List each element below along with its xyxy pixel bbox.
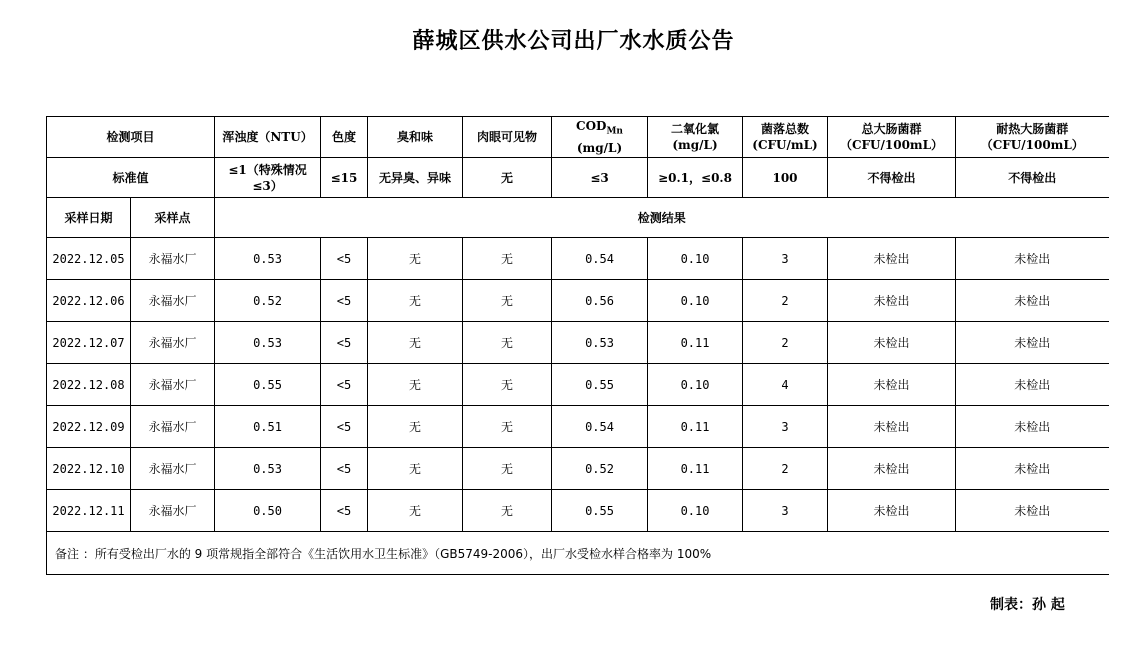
note-text: 备注 ：所有受检出厂水的 9 项常规指全部符合《生活饮用水卫生标准》（GB5749-2006），出厂水受检水样合格率为 100% <box>47 532 1109 575</box>
thermo-coliform-value: 未检出 <box>956 490 1109 532</box>
visible-matter-value: 无 <box>463 238 552 280</box>
cod-value: 0.52 <box>552 448 648 490</box>
color-value: <5 <box>321 364 368 406</box>
header-line: (CFU/mL) <box>752 138 818 152</box>
thermo-coliform-value: 未检出 <box>956 364 1109 406</box>
visible-matter-value: 无 <box>463 448 552 490</box>
chlorine-dioxide-value: 0.10 <box>648 238 743 280</box>
total-coliform-value: 未检出 <box>828 490 956 532</box>
sub-header-date: 采样日期 <box>47 198 131 238</box>
table-maker: 制表：孙 起 <box>990 597 1065 613</box>
header-thermo-coliform <box>956 117 1109 158</box>
header-odor: 臭和味 <box>368 117 463 158</box>
total-coliform-value: 未检出 <box>828 406 956 448</box>
table-row <box>47 280 1109 322</box>
total-coliform-value: 未检出 <box>828 280 956 322</box>
color-value: <5 <box>321 448 368 490</box>
odor-value: 无 <box>368 280 463 322</box>
standard-cod: ≤3 <box>552 158 648 198</box>
total-coliform-value: 未检出 <box>828 322 956 364</box>
sample-site: 永福水厂 <box>131 448 215 490</box>
sub-header-site: 采样点 <box>131 198 215 238</box>
sub-header-results: 检测结果 <box>215 198 1109 238</box>
colony-count-value: 3 <box>743 406 828 448</box>
chlorine-dioxide-value: 0.10 <box>648 280 743 322</box>
header-visible: 肉眼可见物 <box>463 117 552 158</box>
sample-site: 永福水厂 <box>131 280 215 322</box>
sample-date: 2022.12.07 <box>47 322 131 364</box>
colony-count-value: 2 <box>743 280 828 322</box>
header-line: 耐热大肠菌群 <box>996 122 1069 136</box>
colony-count-value: 2 <box>743 448 828 490</box>
sample-date: 2022.12.09 <box>47 406 131 448</box>
header-colony <box>743 117 828 158</box>
turbidity-value: 0.55 <box>215 364 321 406</box>
odor-value: 无 <box>368 322 463 364</box>
standard-colony: 100 <box>743 158 828 198</box>
note-row <box>47 532 1109 575</box>
sample-site: 永福水厂 <box>131 322 215 364</box>
sample-date: 2022.12.10 <box>47 448 131 490</box>
sample-site: 永福水厂 <box>131 490 215 532</box>
thermo-coliform-value: 未检出 <box>956 238 1109 280</box>
turbidity-value: 0.53 <box>215 448 321 490</box>
chlorine-dioxide-value: 0.11 <box>648 406 743 448</box>
standard-label: 标准值 <box>47 158 215 198</box>
header-coliform <box>828 117 956 158</box>
header-line: 菌落总数 <box>761 122 810 136</box>
cod-value: 0.56 <box>552 280 648 322</box>
total-coliform-value: 未检出 <box>828 448 956 490</box>
table-row <box>47 322 1109 364</box>
colony-count-value: 3 <box>743 238 828 280</box>
total-coliform-value: 未检出 <box>828 364 956 406</box>
standard-color: ≤15 <box>321 158 368 198</box>
page-title: 薛城区供水公司出厂水水质公告 <box>412 28 735 54</box>
table-row <box>47 364 1109 406</box>
header-line: 总大肠菌群 <box>861 122 922 136</box>
sample-site: 永福水厂 <box>131 238 215 280</box>
odor-value: 无 <box>368 406 463 448</box>
thermo-coliform-value: 未检出 <box>956 406 1109 448</box>
cod-value: 0.54 <box>552 406 648 448</box>
chlorine-dioxide-value: 0.10 <box>648 364 743 406</box>
turbidity-value: 0.52 <box>215 280 321 322</box>
turbidity-value: 0.50 <box>215 490 321 532</box>
standard-coliform: 不得检出 <box>828 158 956 198</box>
turbidity-value: 0.51 <box>215 406 321 448</box>
standard-row <box>47 158 1109 198</box>
header-turbidity: 浑浊度（NTU） <box>215 117 321 158</box>
standard-odor: 无异臭、异味 <box>368 158 463 198</box>
thermo-coliform-value: 未检出 <box>956 322 1109 364</box>
total-coliform-value: 未检出 <box>828 238 956 280</box>
cod-value: 0.54 <box>552 238 648 280</box>
colony-count-value: 3 <box>743 490 828 532</box>
header-clo2: 二氧化氯(mg/L) <box>648 117 743 158</box>
sample-date: 2022.12.05 <box>47 238 131 280</box>
table-row <box>47 406 1109 448</box>
cod-value: 0.55 <box>552 490 648 532</box>
sample-date: 2022.12.06 <box>47 280 131 322</box>
standard-thermo-coliform: 不得检出 <box>956 158 1109 198</box>
header-item: 检测项目 <box>47 117 215 158</box>
standard-turbidity: ≤1（特殊情况≤3） <box>215 158 321 198</box>
sample-date: 2022.12.11 <box>47 490 131 532</box>
turbidity-value: 0.53 <box>215 238 321 280</box>
visible-matter-value: 无 <box>463 490 552 532</box>
odor-value: 无 <box>368 448 463 490</box>
header-line: （CFU/100mL） <box>839 138 944 152</box>
visible-matter-value: 无 <box>463 280 552 322</box>
thermo-coliform-value: 未检出 <box>956 448 1109 490</box>
chlorine-dioxide-value: 0.11 <box>648 322 743 364</box>
sample-site: 永福水厂 <box>131 364 215 406</box>
color-value: <5 <box>321 280 368 322</box>
header-color: 色度 <box>321 117 368 158</box>
standard-visible: 无 <box>463 158 552 198</box>
odor-value: 无 <box>368 364 463 406</box>
sample-date: 2022.12.08 <box>47 364 131 406</box>
color-value: <5 <box>321 322 368 364</box>
visible-matter-value: 无 <box>463 406 552 448</box>
standard-clo2: ≥0.1，≤0.8 <box>648 158 743 198</box>
odor-value: 无 <box>368 490 463 532</box>
table-row <box>47 448 1109 490</box>
chlorine-dioxide-value: 0.11 <box>648 448 743 490</box>
odor-value: 无 <box>368 238 463 280</box>
color-value: <5 <box>321 490 368 532</box>
color-value: <5 <box>321 238 368 280</box>
colony-count-value: 4 <box>743 364 828 406</box>
thermo-coliform-value: 未检出 <box>956 280 1109 322</box>
water-quality-table <box>46 116 1109 575</box>
table-row <box>47 238 1109 280</box>
table-row <box>47 490 1109 532</box>
visible-matter-value: 无 <box>463 364 552 406</box>
color-value: <5 <box>321 406 368 448</box>
cod-value: 0.53 <box>552 322 648 364</box>
sample-site: 永福水厂 <box>131 406 215 448</box>
visible-matter-value: 无 <box>463 322 552 364</box>
header-cod: $COD_{Mn}$ (mg/L) <box>552 117 648 158</box>
cod-value: 0.55 <box>552 364 648 406</box>
colony-count-value: 2 <box>743 322 828 364</box>
turbidity-value: 0.53 <box>215 322 321 364</box>
header-row <box>47 117 1109 158</box>
header-line: （CFU/100mL） <box>980 138 1084 152</box>
sub-header-row <box>47 198 1109 238</box>
chlorine-dioxide-value: 0.10 <box>648 490 743 532</box>
